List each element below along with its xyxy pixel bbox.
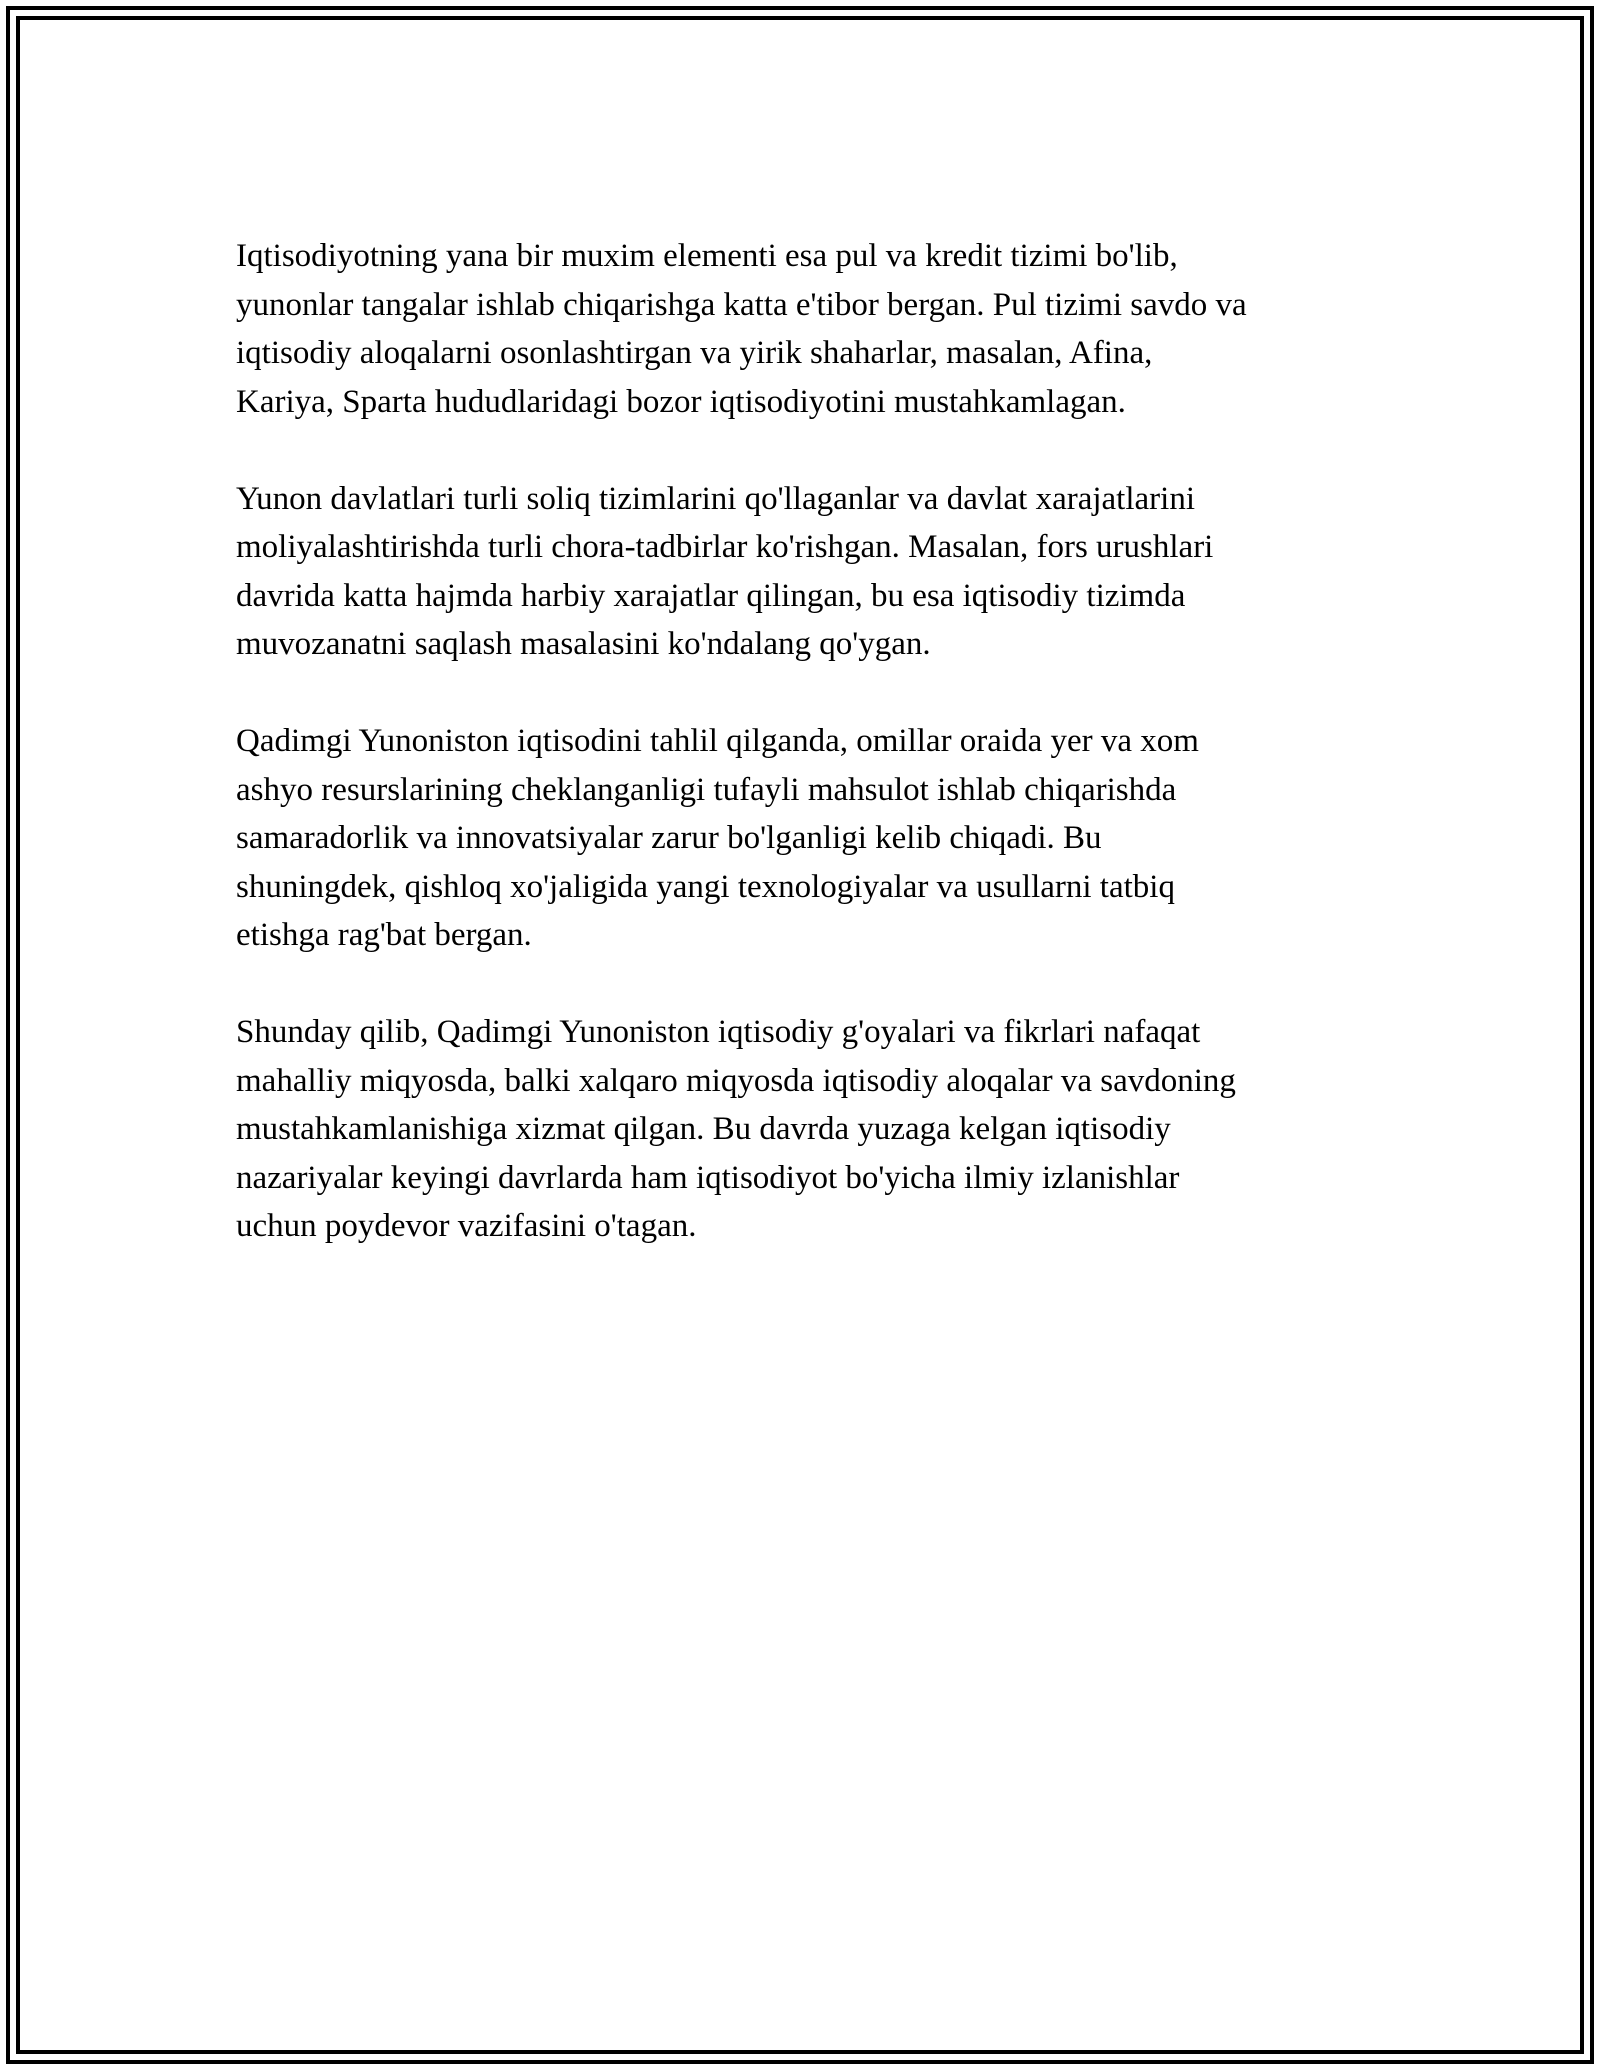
paragraph-line: Qadimgi Yunoniston iqtisodini tahlil qilganda, omillar oraida yer va xom (236, 723, 1199, 759)
paragraph-line: nazariyalar keyingi davrlarda ham iqtisodiyot bo'yicha ilmiy izlanishlar (236, 1159, 1180, 1196)
paragraph-line: mahalliy miqyosda, balki xalqaro miqyosda iqtisodiy aloqalar va savdoning (236, 1062, 1236, 1099)
paragraph-4 (236, 1008, 1396, 1251)
document-body (236, 232, 1396, 1299)
paragraph-line: etishga rag'bat bergan. (236, 917, 532, 953)
paragraph-line: Yunon davlatlari turli soliq tizimlarini qo'llaganlar va davlat xarajatlarini (236, 480, 1195, 517)
paragraph-line: davrida katta hajmda harbiy xarajatlar qilingan, bu esa iqtisodiy tizimda (236, 577, 1186, 614)
paragraph-line: yunonlar tangalar ishlab chiqarishga katta e'tibor bergan. Pul tizimi savdo va (236, 286, 1247, 323)
paragraph-line: Iqtisodiyotning yana bir muxim elementi esa pul va kredit tizimi bo'lib, (236, 238, 1178, 274)
paragraph-line: Shunday qilib, Qadimgi Yunoniston iqtisodiy g'oyalari va fikrlari nafaqat (236, 1014, 1201, 1050)
paragraph-line: iqtisodiy aloqalarni osonlashtirgan va yirik shaharlar, masalan, Afina, (236, 335, 1153, 371)
paragraph-line: ashyo resurslarining cheklanganligi tufayli mahsulot ishlab chiqarishda (236, 771, 1177, 808)
paragraph-line: uchun poydevor vazifasini o'tagan. (236, 1208, 697, 1244)
paragraph-1 (236, 232, 1396, 426)
paragraph-3 (236, 717, 1396, 960)
paragraph-line: mustahkamlanishiga xizmat qilgan. Bu davrda yuzaga kelgan iqtisodiy (236, 1111, 1171, 1147)
paragraph-line: moliyalashtirishda turli chora-tadbirlar ko'rishgan. Masalan, fors urushlari (236, 529, 1214, 565)
paragraph-2 (236, 475, 1396, 669)
paragraph-line: shuningdek, qishloq xo'jaligida yangi texnologiyalar va usullarni tatbiq (236, 868, 1175, 905)
paragraph-line: samaradorlik va innovatsiyalar zarur bo'lganligi kelib chiqadi. Bu (236, 820, 1102, 856)
paragraph-line: muvozanatni saqlash masalasini ko'ndalang qo'ygan. (236, 626, 931, 662)
paragraph-line: Kariya, Sparta hududlaridagi bozor iqtisodiyotini mustahkamlagan. (236, 383, 1126, 420)
